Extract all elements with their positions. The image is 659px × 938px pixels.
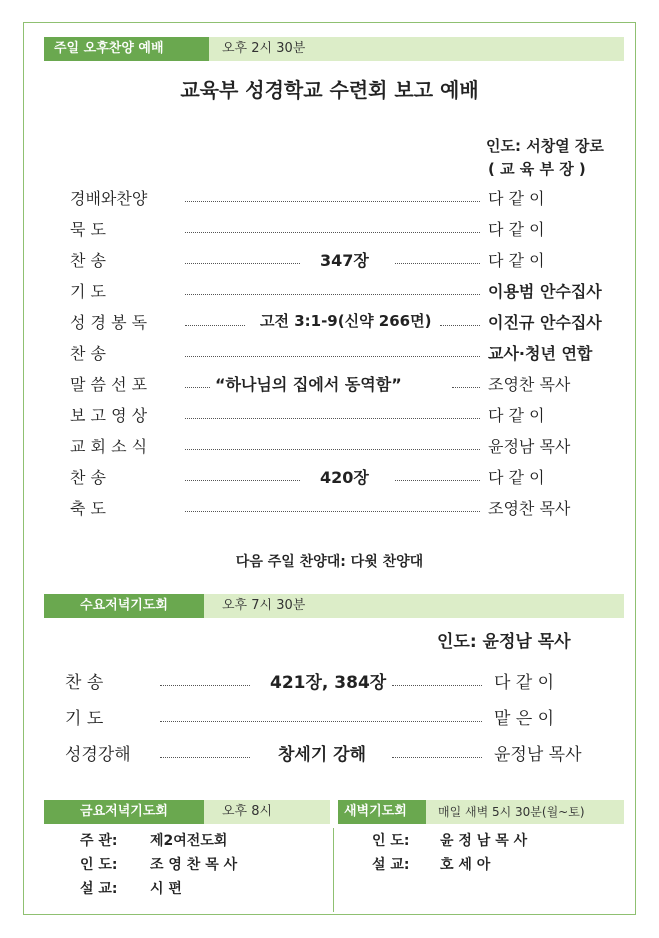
leader-dots — [185, 294, 480, 295]
leader-dots — [440, 325, 480, 326]
leader-dots — [185, 480, 300, 481]
order-label: 찬 송 — [70, 344, 106, 363]
order-label: 말 씀 선 포 — [70, 375, 148, 394]
dawn-key: 설 교: — [372, 857, 410, 873]
leader-dots — [185, 201, 480, 202]
order-label: 성경강해 — [65, 745, 131, 765]
leader-dots — [185, 263, 300, 264]
hymn-number: 347장 — [320, 251, 369, 270]
leader-dots — [185, 418, 480, 419]
sunday-time: 오후 2시 30분 — [222, 41, 306, 56]
service-title: 교육부 성경학교 수련회 보고 예배 — [180, 78, 479, 102]
friday-value: 제2여전도회 — [150, 833, 228, 849]
order-label: 보 고 영 상 — [70, 406, 148, 425]
wednesday-header-bar — [44, 594, 624, 618]
order-label: 찬 송 — [65, 673, 104, 693]
dawn-time: 매일 새벽 5시 30분(월~토) — [438, 805, 585, 819]
order-performer: 교사·청년 연합 — [488, 344, 593, 363]
dawn-value: 윤 정 남 목 사 — [440, 833, 528, 849]
column-divider — [333, 828, 334, 912]
order-performer: 다 같 이 — [488, 251, 545, 270]
order-performer: 다 같 이 — [494, 673, 555, 693]
wednesday-section-label: 수요저녁기도회 — [44, 594, 204, 618]
leader-dots — [185, 325, 245, 326]
friday-key: 인 도: — [80, 857, 118, 873]
friday-value: 시 편 — [150, 881, 182, 897]
order-label: 경배와찬양 — [70, 189, 148, 208]
order-performer: 맡 은 이 — [494, 709, 555, 729]
order-performer: 이용범 안수집사 — [488, 282, 602, 301]
order-label: 기 도 — [70, 282, 106, 301]
friday-key: 주 관: — [80, 833, 118, 849]
order-performer: 윤정남 목사 — [488, 437, 571, 456]
order-label: 교 회 소 식 — [70, 437, 148, 456]
order-label: 기 도 — [65, 709, 104, 729]
friday-value: 조 영 찬 목 사 — [150, 857, 238, 873]
dawn-value: 호 세 아 — [440, 857, 491, 873]
dawn-header-bar — [338, 800, 624, 824]
sunday-header-bar — [44, 37, 624, 61]
wednesday-time: 오후 7시 30분 — [222, 598, 306, 613]
sunday-leader-role: ( 교 육 부 장 ) — [488, 160, 586, 178]
friday-header-bar — [44, 800, 330, 824]
sunday-leader: 인도: 서창열 장로 — [486, 137, 604, 155]
friday-time: 오후 8시 — [222, 804, 273, 819]
hymn-number: 420장 — [320, 468, 369, 487]
leader-dots — [452, 387, 480, 388]
order-performer: 다 같 이 — [488, 406, 545, 425]
order-performer: 윤정남 목사 — [494, 745, 582, 765]
dawn-section-label: 새벽기도회 — [338, 800, 426, 824]
leader-dots — [185, 356, 480, 357]
leader-dots — [185, 449, 480, 450]
scripture-reference: 고전 3:1-9(신약 266면) — [260, 312, 432, 330]
order-label: 성 경 봉 독 — [70, 313, 148, 332]
friday-section-label: 금요저녁기도회 — [44, 800, 204, 824]
leader-dots — [185, 387, 210, 388]
order-label: 찬 송 — [70, 468, 106, 487]
order-performer: 조영찬 목사 — [488, 499, 571, 518]
dawn-key: 인 도: — [372, 833, 410, 849]
leader-dots — [185, 232, 480, 233]
leader-dots — [392, 757, 482, 758]
order-label: 묵 도 — [70, 220, 106, 239]
sermon-title: “하나님의 집에서 동역함” — [215, 375, 402, 394]
order-performer: 이진규 안수집사 — [488, 313, 602, 332]
order-performer: 다 같 이 — [488, 220, 545, 239]
hymn-number: 421장, 384장 — [270, 673, 387, 693]
order-label: 찬 송 — [70, 251, 106, 270]
leader-dots — [392, 685, 482, 686]
sermon-series: 창세기 강해 — [278, 745, 367, 765]
order-performer: 다 같 이 — [488, 189, 545, 208]
order-performer: 다 같 이 — [488, 468, 545, 487]
leader-dots — [185, 511, 480, 512]
order-performer: 조영찬 목사 — [488, 375, 571, 394]
order-label: 축 도 — [70, 499, 106, 518]
leader-dots — [160, 757, 250, 758]
sunday-section-label: 주일 오후찬양 예배 — [44, 37, 209, 61]
next-choir-notice: 다음 주일 찬양대: 다윗 찬양대 — [235, 554, 424, 570]
wednesday-leader: 인도: 윤정남 목사 — [437, 632, 571, 652]
leader-dots — [160, 721, 482, 722]
friday-key: 설 교: — [80, 881, 118, 897]
leader-dots — [160, 685, 250, 686]
leader-dots — [395, 480, 480, 481]
leader-dots — [395, 263, 480, 264]
